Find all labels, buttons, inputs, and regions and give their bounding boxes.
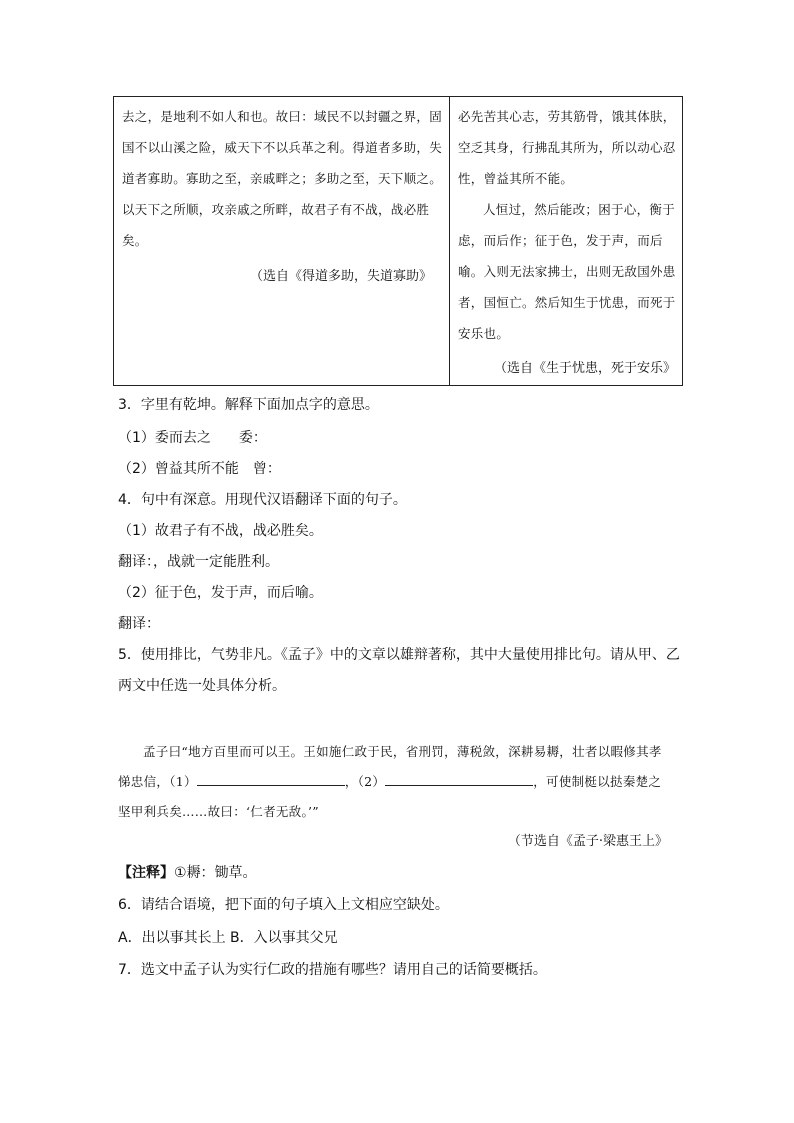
cloze-part-2: ，（2） xyxy=(344,774,386,789)
left-passage-source: （选自《得道多助，失道寡助》 xyxy=(249,269,432,284)
right-passage-text-1: 必先苦其心志，劳其筋骨，饿其体肤，空乏其身，行拂乱其所为，所以动心忍性，曾益其所不能。 xyxy=(458,109,676,186)
question-3-1: （1）委而去之 委： xyxy=(118,430,267,446)
question-6-options: A．出以事其长上 B．入以事其父兄 xyxy=(118,930,338,946)
question-3-2: （2）曾益其所不能 曾： xyxy=(118,461,281,477)
question-4-1: （1）故君子有不战，战必胜矣。 xyxy=(118,523,323,539)
cloze-part-1: 孟子曰“地方百里而可以王。王如施仁政于民，省刑罚，薄税敛，深耕易耨，壮者以暇修其孝悌忠信，（1） xyxy=(118,744,662,789)
question-4-1-answer: 翻译：，战就一定能胜利。 xyxy=(118,554,279,570)
cloze-part-3: ，可使制梃以挞秦楚之坚甲利兵矣……故曰：‘仁者无敌。’” xyxy=(118,774,662,819)
cloze-passage-source: （节选自《孟子·梁惠王上》 xyxy=(507,834,668,849)
right-passage-source: （选自《生于忧患，死于安乐》 xyxy=(493,361,676,376)
question-3: 3．字里有乾坤。解释下面加点字的意思。 xyxy=(118,397,379,413)
left-passage-text: 去之，是地利不如人和也。故曰：域民不以封疆之界，固国不以山溪之险，威天下不以兵革之利。得道者多助，失道者寡助。寡助之至，亲戚畔之；多助之至，天下顺之。以天下之所顺，攻亲戚之所畔，故君子有不战，战必胜矣。 xyxy=(122,109,443,248)
right-passage-text-2: 人恒过，然后能改；困于心，衡于虑，而后作；征于色，发于声，而后喻。入则无法家拂士，出则无敌国外患者，国恒亡。然后知生于忧患，而死于安乐也。 xyxy=(458,202,676,341)
blank-1[interactable] xyxy=(197,773,345,786)
question-6: 6．请结合语境，把下面的句子填入上文相应空缺处。 xyxy=(118,897,449,913)
note-label: 【注释】 xyxy=(118,865,174,881)
passage-table xyxy=(113,96,683,386)
table-left-cell xyxy=(122,97,444,256)
question-5-line-2: 两文中任选一处具体分析。 xyxy=(118,678,286,694)
blank-2[interactable] xyxy=(385,773,533,786)
question-4-2: （2）征于色，发于声，而后喻。 xyxy=(118,585,323,601)
note-text: ①耨：锄草。 xyxy=(174,865,257,881)
table-divider xyxy=(449,97,450,385)
question-4: 4．句中有深意。用现代汉语翻译下面的句子。 xyxy=(118,492,407,508)
question-7: 7．选文中孟子认为实行仁政的措施有哪些？请用自己的话简要概括。 xyxy=(118,962,547,978)
table-right-cell xyxy=(458,97,676,349)
note-line xyxy=(118,863,257,883)
cloze-passage xyxy=(118,737,674,827)
question-5-line-1: 5．使用排比，气势非凡。《孟子》中的文章以雄辩著称，其中大量使用排比句。请从甲、乙 xyxy=(118,647,680,663)
question-4-2-answer: 翻译： xyxy=(118,616,160,632)
